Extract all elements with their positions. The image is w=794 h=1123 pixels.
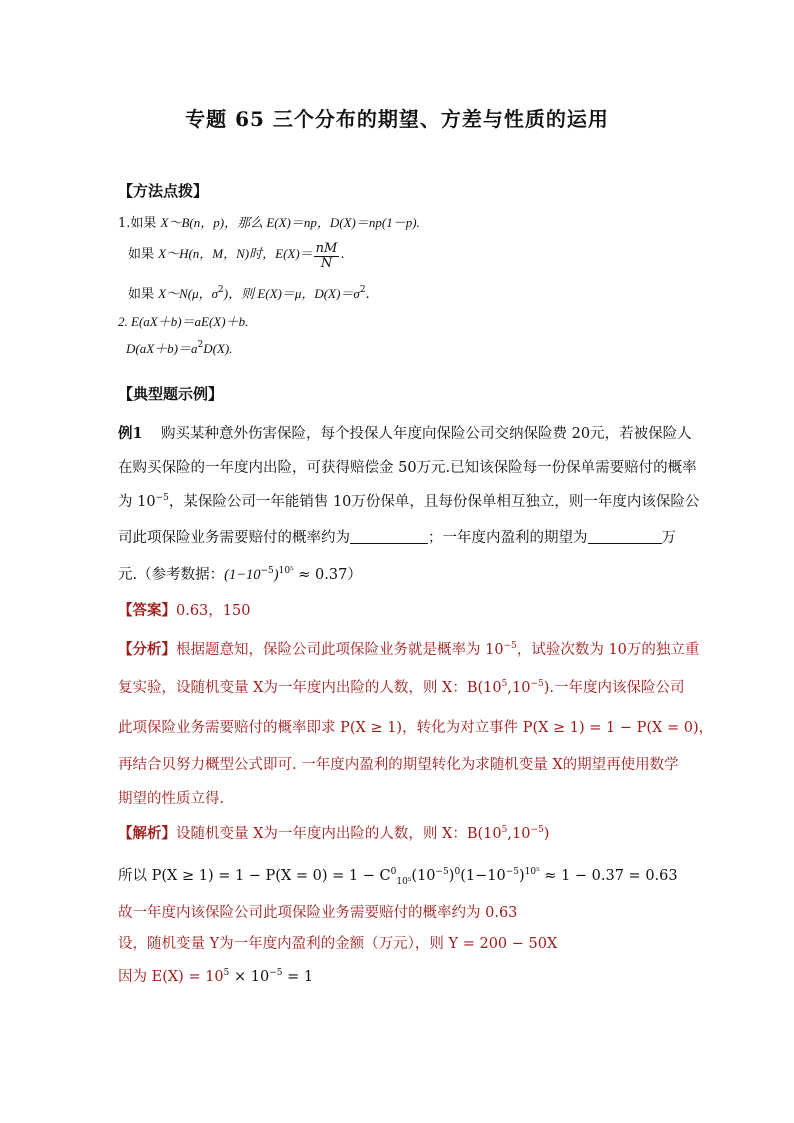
method-line-2: 如果 X～H(n，M，N)时，E(X)＝ $\frac{nM}{N}$ . — [128, 241, 345, 271]
example-1-line-4: 司此项保险业务需要赔付的概率约为 ；一年度内盈利的期望为 万 — [118, 530, 676, 546]
answer-blank-2 — [588, 531, 662, 544]
analysis-line-2: 复实验，设随机变量 X为一年度内出险的人数，则 X：$B(10^5,10^{-5})$.一年度内该保险公司 — [118, 679, 685, 696]
analysis-line-5: 期望的性质立得. — [118, 791, 225, 807]
example-1-line-3: 为 $10^{-5}$，某保险公司一年能销售 10万份保单，且每份保单相互独立，则一年度内该保险公 — [118, 493, 700, 510]
example-1-line-1: 例1 购买某种意外伤害保险，每个投保人年度向保险公司交纳保险费 20元，若被保险人 — [118, 425, 692, 442]
solution-line-3: 故一年度内该保险公司此项保险业务需要赔付的概率约为 0.63 — [118, 905, 518, 921]
answer-blank-1 — [350, 531, 428, 544]
method-line-4: 2. E(aX＋b)＝aE(X)＋b. — [118, 314, 249, 329]
answer-line: 【答案】0.63，150 — [118, 602, 251, 619]
fraction-nM-over-N: $\frac{nM}{N}$ — [315, 241, 338, 271]
example-1-line-5: 元.（参考数据：$(1-10^{-5})^{10^5} \approx 0.37$） — [118, 566, 362, 583]
solution-line-5: 因为 $E(X) = 10^5 \times 10^{-5} = 1$ — [118, 968, 314, 985]
analysis-line-4: 再结合贝努力概型公式即可. 一年度内盈利的期望转化为求随机变量 X的期望再使用数学 — [118, 757, 679, 773]
page-title: 专题 65 三个分布的期望、方差与性质的运用 — [185, 107, 609, 131]
solution-line-4: 设，随机变量 Y为一年度内盈利的金额（万元），则 Y = 200 − 50X — [118, 936, 558, 952]
analysis-line-3: 此项保险业务需要赔付的概率即求 P(X ≥ 1)，转化为对立事件 P(X ≥ 1) = 1 − P(X = 0)， — [118, 720, 714, 736]
solution-line-1: 【解析】设随机变量 X为一年度内出险的人数，则 X：$B(10^5,10^{-5})$ — [118, 825, 550, 842]
examples-heading: 【典型题示例】 — [118, 385, 224, 403]
method-heading: 【方法点拨】 — [118, 182, 209, 200]
analysis-line-1: 【分析】根据题意知，保险公司此项保险业务就是概率为 $10^{-5}$，试验次数为 10万的独立重 — [118, 641, 700, 658]
method-line-5: $D(aX+b)=a^2D(X)$. — [126, 340, 233, 356]
example-1-line-2: 在购买保险的一年度内出险，可获得赔偿金 50万元.已知该保险每一份保单需要赔付的概率 — [118, 460, 697, 476]
method-line-1: 1.如果 X～B(n，p)，那么 E(X)＝np，D(X)＝np(1－p). — [118, 215, 420, 231]
method-line-3: 如果 X～N(μ，$\sigma^2$)，则 E(X)＝μ，$D(X)=\sigma^2$. — [128, 285, 370, 302]
solution-line-2: 所以 $P(X \ge 1) = 1 - P(X = 0) = 1 - C^0_{10^5}(10^{-5})^0(1-10^{-5})^{10^5} \approx 1 - 0.37 = 0.63$ — [118, 867, 678, 887]
